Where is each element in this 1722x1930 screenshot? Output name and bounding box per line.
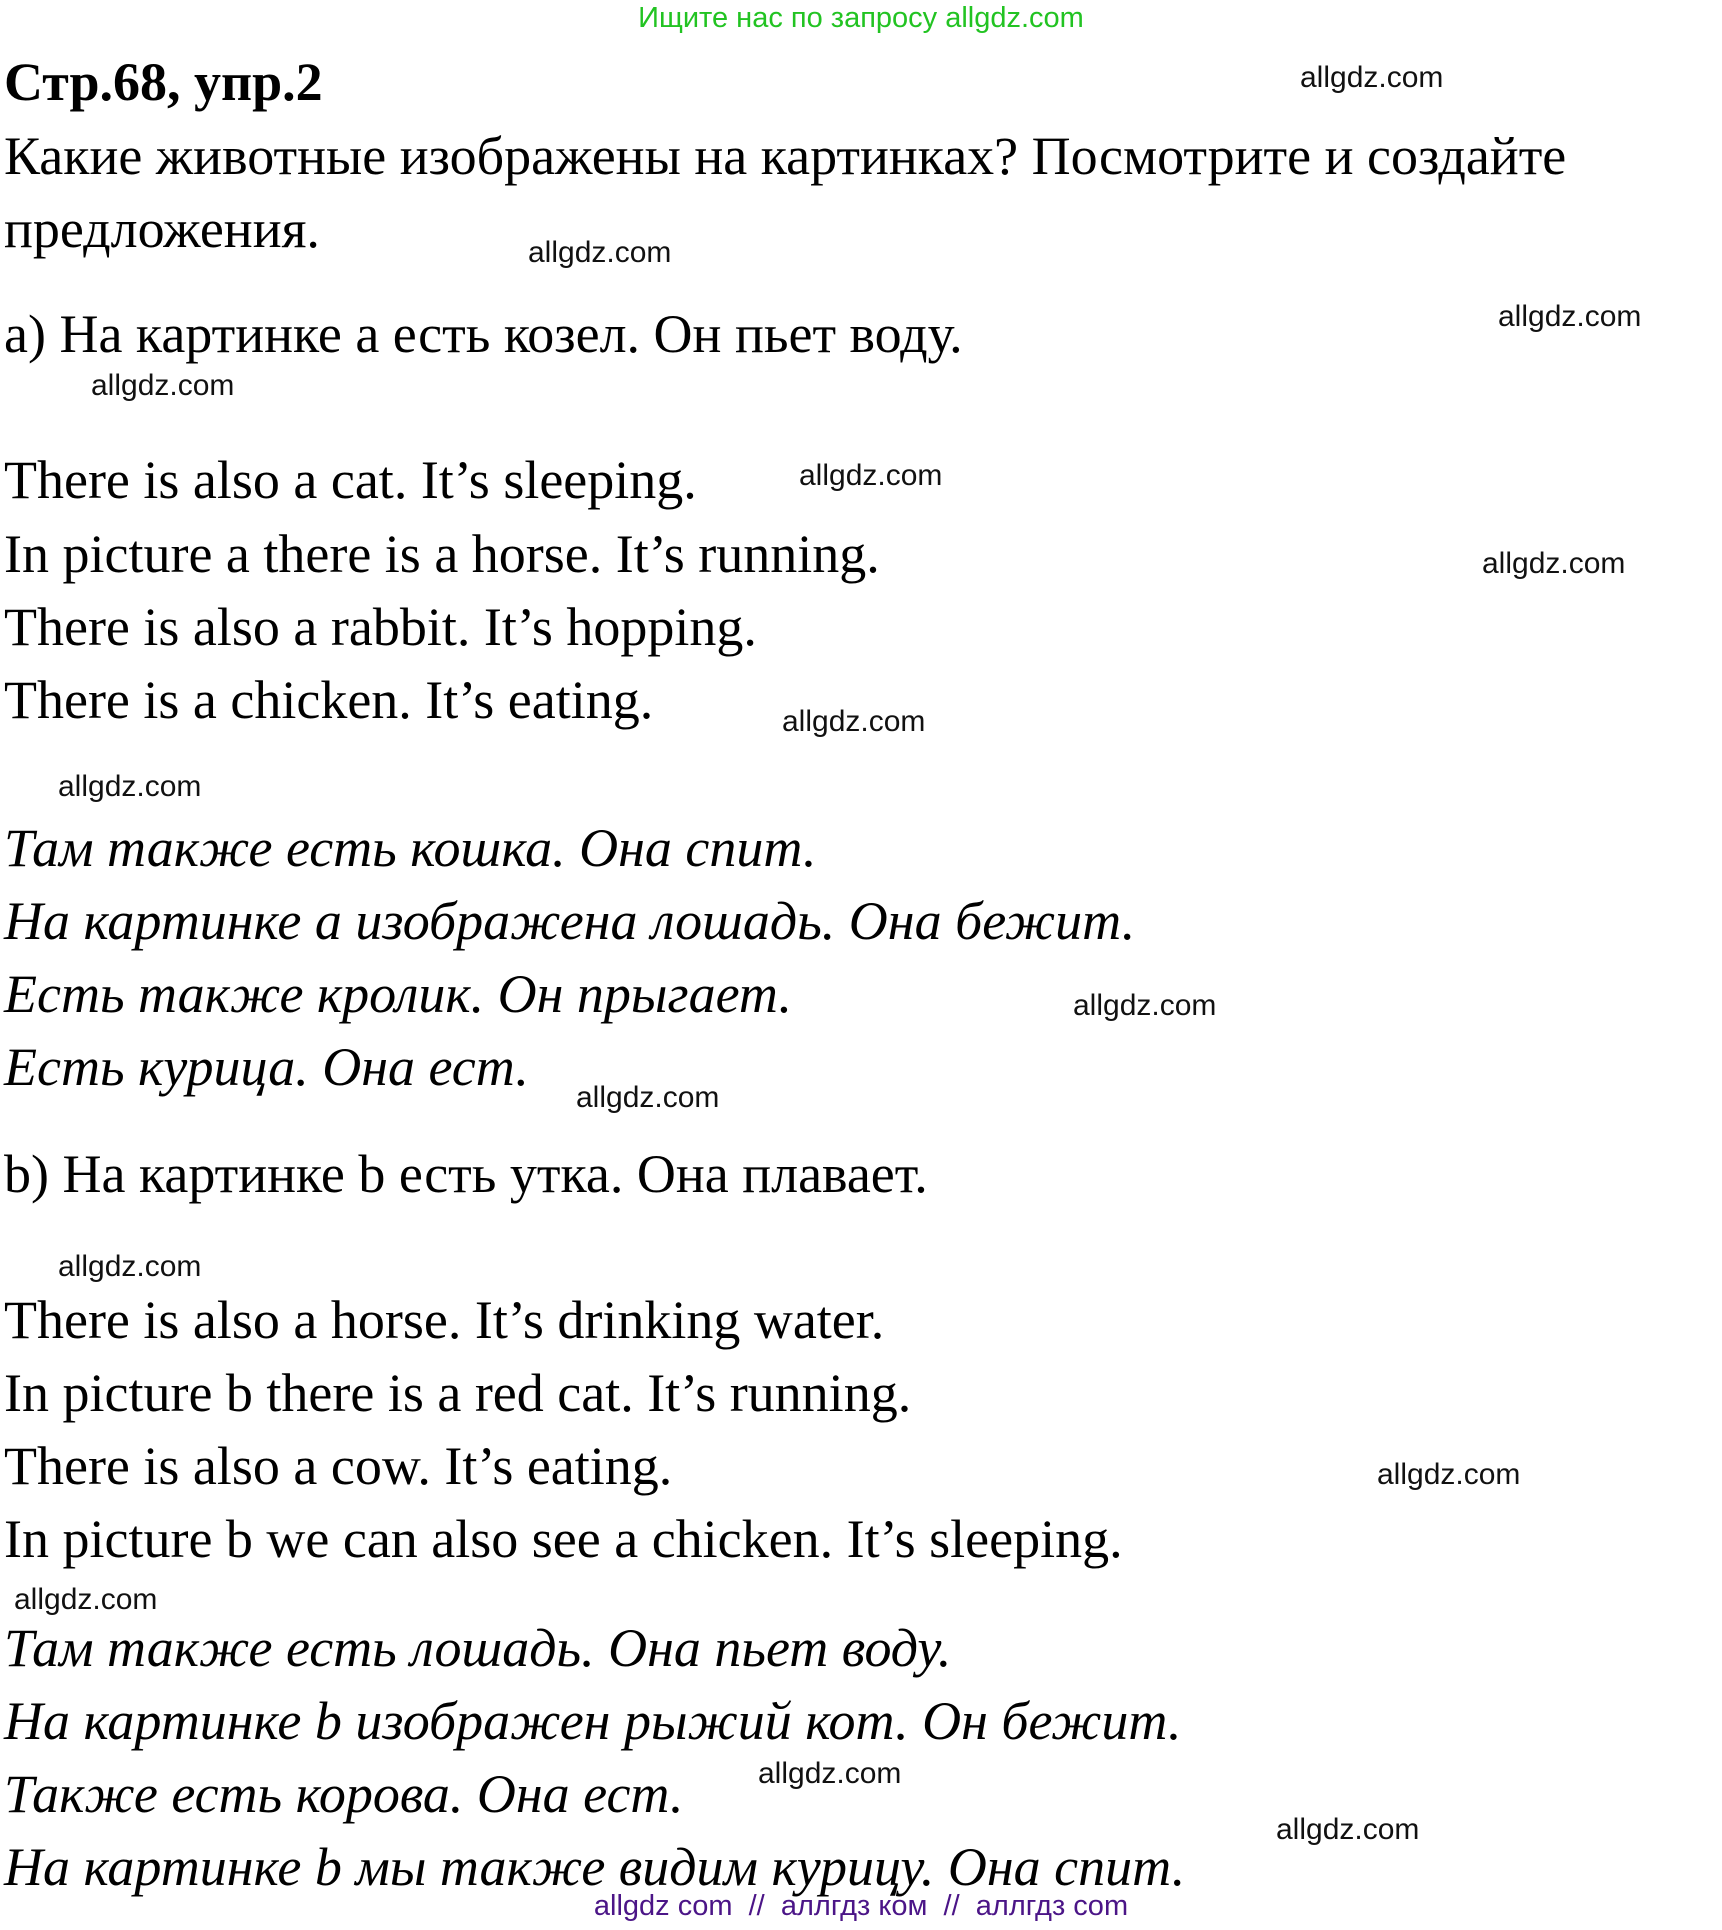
watermark: allgdz.com [799, 459, 943, 492]
part-a-russian-2: На картинке a изображена лошадь. Она бежит. [4, 891, 1136, 951]
part-a-russian-3: Есть также кролик. Он прыгает. [4, 964, 792, 1024]
watermark: allgdz.com [528, 236, 672, 269]
page-title: Стр.68, упр.2 [4, 52, 323, 112]
part-a-english-1: There is also a cat. It’s sleeping. [4, 450, 697, 510]
part-a-english-3: There is also a rabbit. It’s hopping. [4, 597, 757, 657]
part-b-english-2: In picture b there is a red cat. It’s running. [4, 1363, 912, 1423]
part-b-russian-4: На картинке b мы также видим курицу. Она спит. [4, 1837, 1186, 1897]
watermark: allgdz.com [782, 705, 926, 738]
part-b-russian-3: Также есть корова. Она ест. [4, 1764, 684, 1824]
watermark: allgdz.com [1276, 1813, 1420, 1846]
footer-links: allgdz com // аллгдз ком // аллгдз com [593, 1890, 1129, 1922]
watermark: allgdz.com [758, 1757, 902, 1790]
part-b-english-4: In picture b we can also see a chicken. It’s sleeping. [4, 1509, 1123, 1569]
watermark: allgdz.com [576, 1081, 720, 1114]
watermark: allgdz.com [14, 1583, 158, 1616]
part-a-english-2: In picture a there is a horse. It’s running. [4, 524, 880, 584]
watermark: allgdz.com [1300, 61, 1444, 94]
part-b-russian-2: На картинке b изображен рыжий кот. Он бежит. [4, 1691, 1182, 1751]
search-banner: Ищите нас по запросу allgdz.com [638, 2, 1084, 34]
part-b-english-3: There is also a cow. It’s eating. [4, 1436, 673, 1496]
part-a-russian-1: Там также есть кошка. Она спит. [4, 818, 817, 878]
question-line-1: Какие животные изображены на картинках? Посмотрите и создайте [4, 126, 1567, 186]
part-b-russian-1: Там также есть лошадь. Она пьет воду. [4, 1618, 952, 1678]
watermark: allgdz.com [91, 369, 235, 402]
watermark: allgdz.com [1482, 547, 1626, 580]
part-a-heading: a) На картинке a есть козел. Он пьет воду. [4, 304, 963, 364]
question-line-2: предложения. [4, 199, 320, 259]
watermark: allgdz.com [1073, 989, 1217, 1022]
watermark: allgdz.com [1498, 300, 1642, 333]
part-a-russian-4: Есть курица. Она ест. [4, 1037, 529, 1097]
part-b-heading: b) На картинке b есть утка. Она плавает. [4, 1144, 928, 1204]
watermark: allgdz.com [58, 1250, 202, 1283]
part-a-english-4: There is a chicken. It’s eating. [4, 670, 654, 730]
part-b-english-1: There is also a horse. It’s drinking water. [4, 1290, 885, 1350]
watermark: allgdz.com [1377, 1458, 1521, 1491]
watermark: allgdz.com [58, 770, 202, 803]
